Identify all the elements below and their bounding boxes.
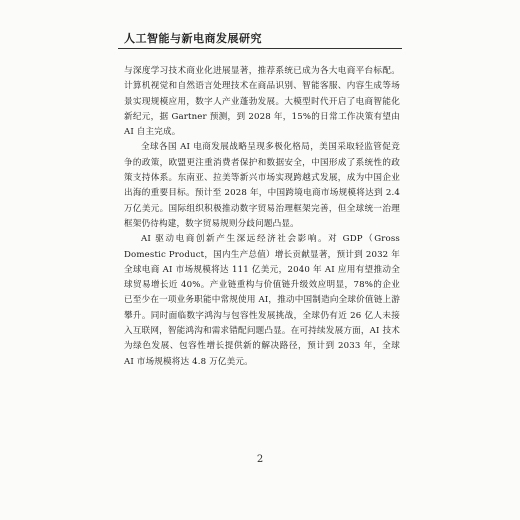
page-number: 2 bbox=[256, 454, 264, 465]
header-divider bbox=[118, 48, 402, 49]
paragraph-2: 全球各国 AI 电商发展战略呈现多极化格局，美国采取轻监管促竞争的政策，欧盟更注重消费者保护和数据安全，中国形成了系统性的政策支持体系。东南亚、拉美等新兴市场实现跨越式发展，成为中国企业出海的重要目标。预计至 2028 年，中国跨境电商市场规模将达到 2.4 万亿美元。国际组织积极推动数字贸易治理框架完善，但全球统一治理框架仍待构建，数字贸易规则分歧问题凸显。 bbox=[124, 142, 400, 229]
body-text bbox=[124, 64, 400, 370]
paragraph-3: AI 驱动电商创新产生深远经济社会影响。对 GDP（Gross Domestic Product，国内生产总值）增长贡献显著，预计到 2032 年全球电商 AI 市场规模将达 111 亿美元，2040 年 AI 应用有望推动全球贸易增长近 40%。产业链重构与价值链升级效应明显，78%的企业已至少在一项业务职能中常规使用 AI，推动中国制造向全球价值链上游攀升。同时面临数字鸿沟与包容性发展挑战，全球仍有近 26 亿人未接入互联网，智能鸿沟和需求错配问题凸显。在可持续发展方面，AI 技术为绿色发展、包容性增长提供新的解决路径，预计到 2033 年，全球 AI 市场规模将达 4.8 万亿美元。 bbox=[124, 234, 400, 367]
paragraph-1: 与深度学习技术商业化进展显著，推荐系统已成为各大电商平台标配。计算机视觉和自然语言处理技术在商品识别、智能客服、内容生成等场景实现规模应用，数字人产业蓬勃发展。大模型时代开启了电商智能化新纪元，据 Gartner 预测，到 2028 年，15%的日常工作决策有望由 AI 自主完成。 bbox=[124, 66, 400, 138]
running-head-title: 人工智能与新电商发展研究 bbox=[124, 32, 262, 45]
